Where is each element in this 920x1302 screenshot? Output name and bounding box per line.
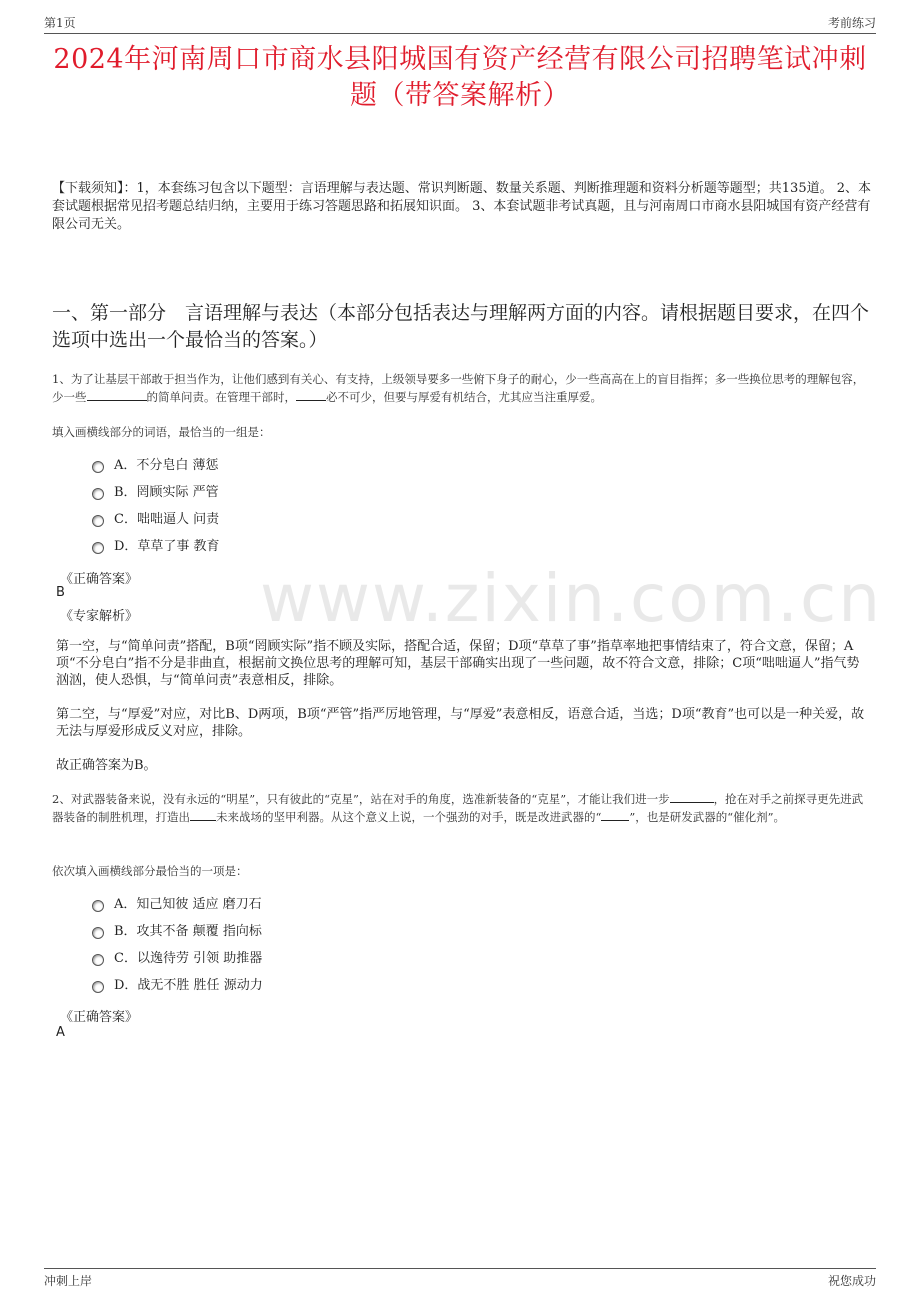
option-label: A．不分皂白 薄惩 — [114, 458, 219, 473]
q1-text-c: 必不可少，但要与厚爱有机结合，尤其应当注重厚爱。 — [326, 390, 602, 404]
page-number: 第1页 — [44, 16, 76, 30]
radio-icon[interactable] — [92, 900, 104, 912]
q1-option-d[interactable] — [92, 537, 220, 557]
option-label: D．战无不胜 胜任 源动力 — [114, 978, 263, 993]
document-title: 2024年河南周口市商水县阳城国有资产经营有限公司招聘笔试冲刺题（带答案解析） — [53, 44, 867, 111]
q2-option-d[interactable] — [92, 976, 263, 996]
question-2-prompt: 依次填入画横线部分最恰当的一项是： — [52, 864, 248, 878]
watermark: www.zixin.com.cn — [260, 560, 883, 637]
option-label: D．草草了事 教育 — [114, 539, 220, 554]
q2-text-c: 未来战场的坚甲利器。从这个意义上说，一个强劲的对手，既是改进武器的“ — [216, 810, 602, 824]
download-notice: 【下载须知】：1，本套练习包含以下题型：言语理解与表达题、常识判断题、数量关系题、判断推理题和资料分析题等题型；共135道。 2、本套试题根据常见招考题总结归纳，主要用于练习答题思路和拓展知识面。 3、本套试题非考试真题，且与河南周口市商水县阳城国有资产经营有限公司无关。 — [52, 181, 871, 232]
q1-analysis-label: 《专家解析》 — [60, 609, 139, 624]
radio-icon[interactable] — [92, 488, 104, 500]
section-heading: 一、第一部分 言语理解与表达（本部分包括表达与理解两方面的内容。请根据题目要求，在四个选项中选出一个最恰当的答案。） — [52, 302, 870, 351]
q2-blank-2 — [190, 808, 216, 821]
q1-option-b[interactable] — [92, 483, 219, 503]
radio-icon[interactable] — [92, 461, 104, 473]
question-1-prompt: 填入画横线部分的词语，最恰当的一组是： — [52, 425, 271, 439]
q1-text-a: 1、为了让基层干部敢于担当作为，让他们感到有关心、有支持，上级领导要多一些俯下身子的耐心，少一些高高在上的盲目指挥；多一些换位思考的理解包容，少一些 — [52, 372, 865, 404]
q1-blank-1 — [87, 388, 147, 401]
question-2-text — [52, 790, 872, 826]
q2-blank-3 — [601, 808, 629, 821]
option-label: B．攻其不备 颠覆 指向标 — [114, 924, 262, 939]
q1-analysis-para-1: 第一空，与“简单问责”搭配，B项“罔顾实际”指不顾及实际，搭配合适，保留；D项“草草了事”指草率地把事情结束了，符合文意，保留；A项“不分皂白”指不分是非曲直，根据前文换位思考的理解可知，基层干部确实出现了一些问题，故不符合文意，排除；C项“咄咄逼人”指气势汹汹，使人恐惧，与“简单问责”表意相反，排除。 — [56, 639, 860, 688]
q2-blank-1 — [670, 790, 714, 803]
q1-option-a[interactable] — [92, 456, 219, 476]
q2-text-a: 2、对武器装备来说，没有永远的“明星”，只有彼此的“克星”，站在对手的角度，选准新装备的“克星”，才能让我们进一步 — [52, 792, 670, 806]
radio-icon[interactable] — [92, 954, 104, 966]
radio-icon[interactable] — [92, 981, 104, 993]
q2-option-a[interactable] — [92, 895, 262, 915]
option-label: B．罔顾实际 严管 — [114, 485, 219, 500]
option-label: C．以逸待劳 引领 助推器 — [114, 951, 263, 966]
radio-icon[interactable] — [92, 542, 104, 554]
q1-answer: B — [56, 585, 65, 600]
radio-icon[interactable] — [92, 515, 104, 527]
q1-blank-2 — [296, 388, 326, 401]
header-rule — [44, 33, 876, 34]
q1-option-c[interactable] — [92, 510, 219, 530]
q2-answer: A — [56, 1025, 65, 1040]
q2-text-b: ，抢在对手之前探寻更先进武器装备的制胜机理，打造出 — [52, 792, 864, 824]
footer-right: 祝您成功 — [827, 1274, 876, 1288]
option-label: C．咄咄逼人 问责 — [114, 512, 220, 527]
q2-option-b[interactable] — [92, 922, 262, 942]
radio-icon[interactable] — [92, 927, 104, 939]
q1-analysis-para-2: 第二空，与“厚爱”对应，对比B、D两项，B项“严管”指严厉地管理，与“厚爱”表意相反，语意合适，当选；D项“教育”也可以是一种关爱，故无法与厚爱形成反义对应，排除。 — [56, 707, 865, 739]
q1-answer-label: 《正确答案》 — [60, 572, 139, 587]
footer-left: 冲刺上岸 — [44, 1274, 93, 1288]
q1-analysis-conclusion: 故正确答案为B。 — [56, 758, 157, 773]
footer-rule — [44, 1268, 876, 1269]
q2-answer-label: 《正确答案》 — [60, 1010, 139, 1025]
q2-option-c[interactable] — [92, 949, 262, 969]
question-1-text — [52, 370, 872, 406]
option-label: A．知己知彼 适应 磨刀石 — [114, 897, 262, 912]
header-label: 考前练习 — [827, 16, 876, 30]
q1-text-b: 的简单问责。在管理干部时， — [146, 390, 296, 404]
q2-text-d: ”，也是研发武器的“催化剂”。 — [629, 810, 786, 824]
